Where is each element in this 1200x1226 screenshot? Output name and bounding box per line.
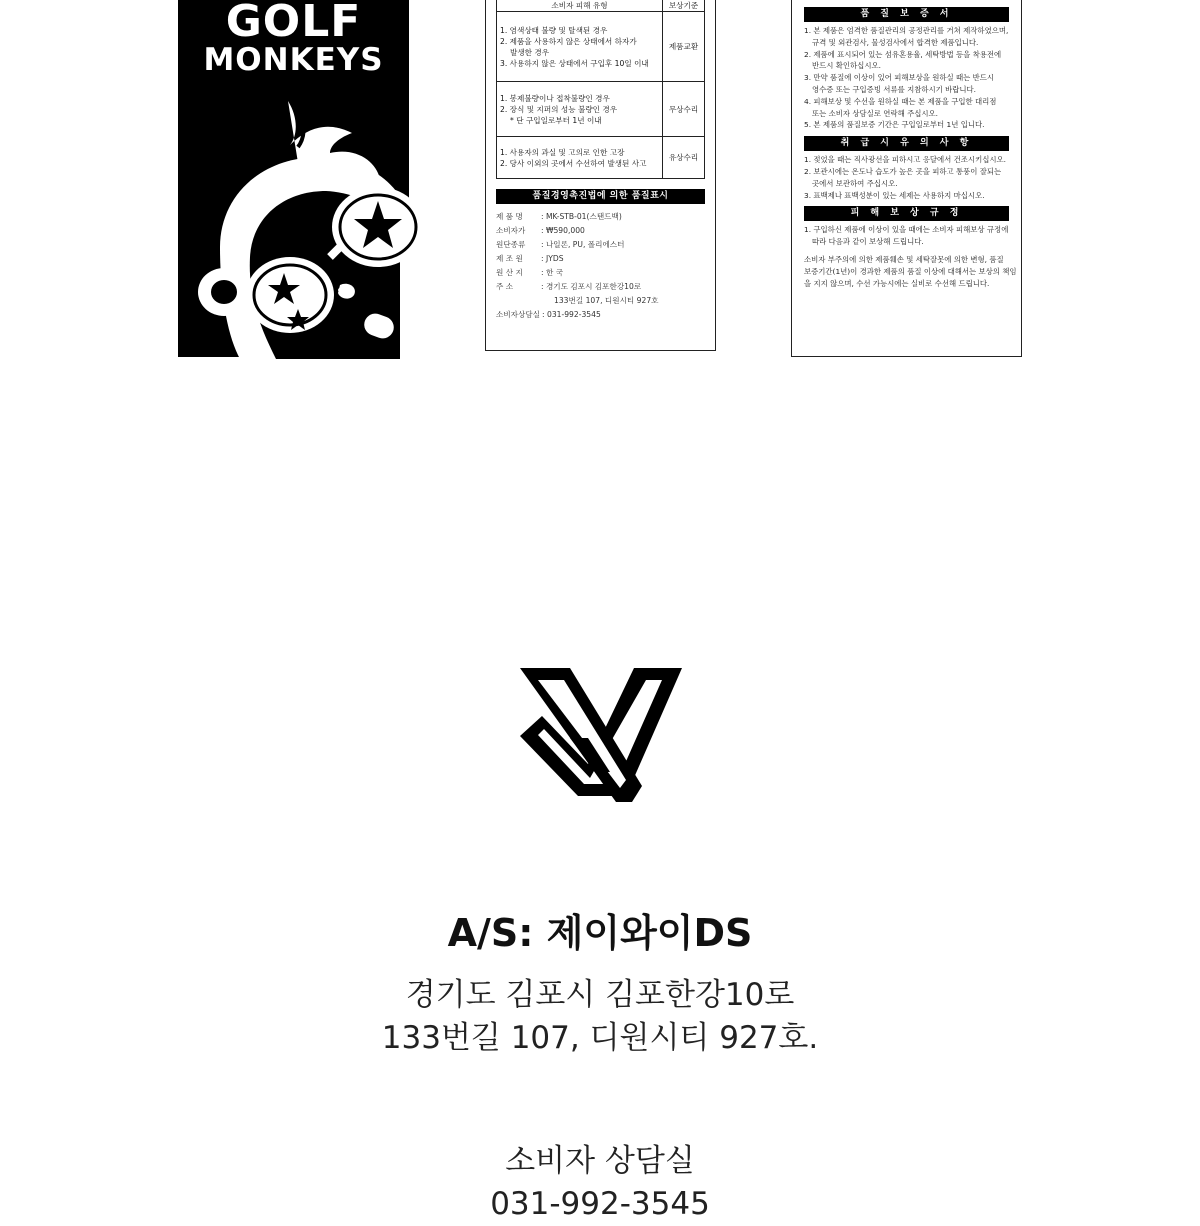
standard-cell: 유상수리: [663, 137, 705, 179]
list-item: 영수증 또는 구입증빙 서류를 지참하시기 바랍니다.: [812, 84, 977, 94]
label-value: : 나일론, PU, 폴리에스터: [541, 240, 625, 249]
list-item: 2. 당사 이외의 곳에서 수선하여 발생된 사고: [500, 158, 647, 168]
brand-name-line1: GOLF: [225, 0, 362, 47]
jv-monogram-logo-icon: [520, 668, 682, 802]
care-title: 취 급 시 유 의 사 항: [804, 136, 1009, 151]
list-item: 1. 젖었을 때는 직사광선을 피하시고 응달에서 건조시키십시오.: [804, 155, 1006, 165]
list-item: [496, 210, 705, 224]
list-item: 1. 사용자의 과실 및 고의로 인한 고장: [500, 147, 625, 157]
label-value: : 경기도 김포시 김포한강10로: [541, 282, 642, 291]
list-item: 곳에서 보관하여 주십시오.: [812, 178, 898, 188]
list-item: 1. 봉제불량이나 접착불량인 경우: [500, 93, 610, 103]
consult-label: 소비자 상담실: [505, 1143, 695, 1179]
list-item: 2. 장식 및 지퍼의 성능 불량인 경우: [500, 104, 618, 114]
label-key: 원 산 지: [496, 268, 523, 277]
table-header-type: 소비자 피해 유형: [497, 0, 663, 12]
list-item: 2. 제품에 표시되어 있는 섬유혼용율, 세탁방법 등을 착용전에: [804, 49, 1002, 59]
table-row: [497, 137, 705, 179]
quality-label-title: 품질경영촉진법에 의한 품질표시: [496, 189, 705, 204]
list-item: 3. 사용하지 않은 상태에서 구입후 10일 이내: [500, 58, 649, 68]
label-value: : 한 국: [541, 268, 564, 277]
label-key: 소비자상담실: [496, 310, 541, 319]
care-list: [804, 154, 1009, 201]
list-item: [496, 280, 705, 294]
list-item: 발생한 경우: [510, 47, 550, 57]
list-item: 2. 제품을 사용하지 않은 상태에서 하자가: [500, 36, 637, 46]
table-row: [497, 82, 705, 137]
standard-cell: 무상수리: [663, 82, 705, 137]
table-row: [497, 12, 705, 82]
list-item: 또는 소비자 상담실로 연락해 주십시오.: [812, 108, 938, 118]
compensation-table: [496, 0, 705, 179]
label-key: 주 소: [496, 282, 514, 291]
consult-phone: 031-992-3545: [490, 1186, 710, 1222]
list-item: [496, 308, 705, 322]
warranty-tag: [791, 0, 1022, 357]
list-item: [496, 266, 705, 280]
list-item: 3. 만약 품질에 이상이 있어 피해보상을 원하실 때는 반드시: [804, 73, 995, 83]
label-key: 소비자가: [496, 226, 526, 235]
brand-name-line2: MONKEYS: [203, 42, 384, 78]
list-item: 규격 및 외관검사, 물성검사에서 합격한 제품입니다.: [812, 37, 979, 47]
list-item: 보증기간(1년)이 경과한 제품의 품질 이상에 대해서는 보상의 책임: [804, 266, 1017, 276]
list-item: 2. 보관시에는 온도나 습도가 높은 곳을 피하고 통풍이 잘되는: [804, 166, 1002, 176]
list-item: [496, 294, 705, 308]
service-title: A/S: 제이와이DS: [447, 911, 753, 955]
warranty-title: 품 질 보 증 서: [804, 7, 1009, 22]
list-item: [496, 252, 705, 266]
label-value: : 031-992-3545: [542, 310, 601, 319]
list-item: 4. 피해보상 및 수선을 원하실 때는 본 제품을 구입한 대리점: [804, 96, 997, 106]
compensation-rule-list: [804, 224, 1017, 289]
brand-hang-tag: [178, 0, 409, 357]
label-value: : MK-STB-01(스탠드백): [541, 212, 622, 221]
list-item: 따라 다음과 같이 보상해 드립니다.: [812, 237, 924, 247]
list-item: 1. 구입하신 제품에 이상이 있을 때에는 소비자 피해보상 규정에: [804, 225, 1009, 235]
list-item: * 단 구입일로부터 1년 이내: [510, 115, 602, 125]
list-item: [496, 238, 705, 252]
monkey-mascot-icon: [180, 87, 411, 359]
list-item: 5. 본 제품의 품질보증 기간은 구입일로부터 1년 입니다.: [804, 120, 985, 130]
label-value: 133번길 107, 디원시티 927호: [554, 296, 659, 305]
address-line-1: 경기도 김포시 김포한강10로: [405, 977, 795, 1013]
list-item: 반드시 확인하십시오.: [812, 61, 881, 71]
list-item: 을 지지 않으며, 수선 가능시에는 실비로 수선해 드립니다.: [804, 278, 990, 288]
quality-label-tag: [485, 0, 716, 351]
label-value: : ₩590,000: [541, 226, 585, 235]
label-key: 원단종류: [496, 240, 526, 249]
compensation-rule-title: 피 해 보 상 규 정: [804, 206, 1009, 221]
standard-cell: 제품교환: [663, 12, 705, 82]
list-item: 1. 염색상태 불량 및 탈색된 경우: [500, 25, 608, 35]
list-item: 3. 표백제나 표백성분이 있는 세제는 사용하지 마십시오.: [804, 190, 985, 200]
service-address: [0, 974, 1200, 1060]
list-item: 1. 본 제품은 엄격한 품질관리의 공정관리를 거쳐 제작하였으며,: [804, 26, 1009, 35]
warranty-list: [804, 25, 1009, 131]
label-key: 제 품 명: [496, 212, 523, 221]
list-item: [496, 224, 705, 238]
consult-block: [0, 1140, 1200, 1226]
table-header-standard: 보상기준: [663, 0, 705, 12]
label-key: 제 조 원: [496, 254, 523, 263]
quality-label-list: [496, 210, 705, 322]
label-value: : JYDS: [541, 254, 564, 263]
list-item: 소비자 부주의에 의한 제품훼손 및 세탁잘못에 의한 변형, 품질: [804, 254, 1004, 264]
address-line-2: 133번길 107, 디원시티 927호.: [381, 1020, 819, 1056]
